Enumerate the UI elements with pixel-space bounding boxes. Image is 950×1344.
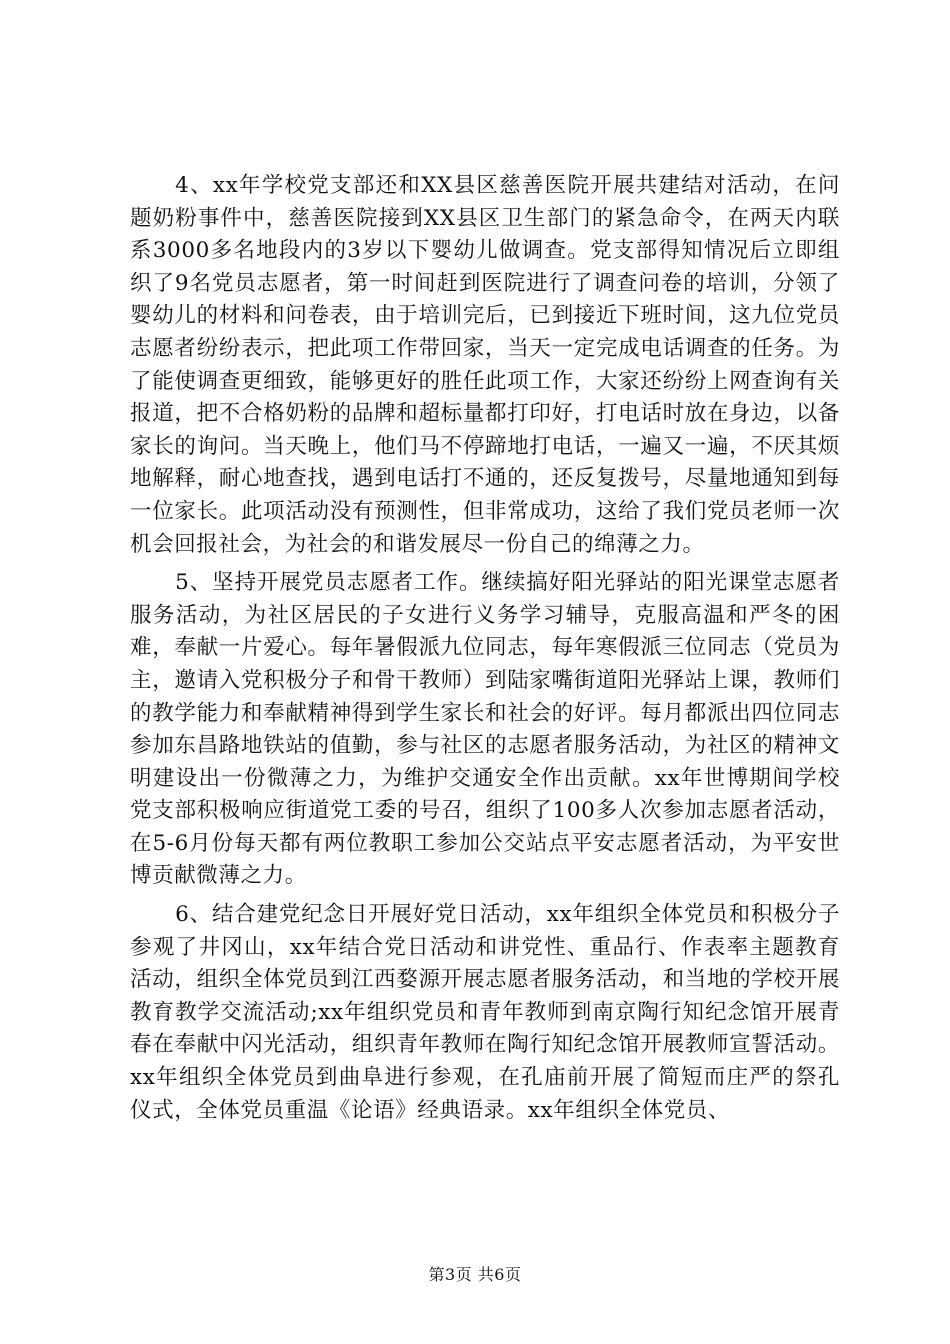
- page-footer: 第3页 共6页: [428, 1265, 522, 1284]
- paragraph-4: 4、xx年学校党支部还和XX县区慈善医院开展共建结对活动，在问题奶粉事件中，慈善医院接到XX县区卫生部门的紧急命令，在两天内联系3000多名地段内的3岁以下婴幼儿做调查。党支部得知情况后立即组织了9名党员志愿者，第一时间赶到医院进行了调查问卷的培训，分领了婴幼儿的材料和问卷表，由于培训完后，已到接近下班时间，这九位党员志愿者纷纷表示，把此项工作带回家，当天一定完成电话调查的任务。为了能使调查更细致，能够更好的胜任此项工作，大家还纷纷上网查询有关报道，把不合格奶粉的品牌和超标量都打印好，打电话时放在身边，以备家长的询问。当天晚上，他们马不停蹄地打电话，一遍又一遍，不厌其烦地解释，耐心地查找，遇到电话打不通的，还反复拨号，尽量地通知到每一位家长。此项活动没有预测性，但非常成功，这给了我们党员老师一次机会回报社会，为社会的和谐发展尽一份自己的绵薄之力。: [130, 173, 840, 557]
- document-body: [130, 170, 840, 1127]
- paragraph-6: 6、结合建党纪念日开展好党日活动，xx年组织全体党员和积极分子参观了井冈山，xx年结合党日活动和讲党性、重品行、作表率主题教育活动，组织全体党员到江西婺源开展志愿者服务活动，和当地的学校开展教育教学交流活动;xx年组织党员和青年教师到南京陶行知纪念馆开展青春在奉献中闪光活动，组织青年教师在陶行知纪念馆开展教师宣誓活动。xx年组织全体党员到曲阜进行参观，在孔庙前开展了简短而庄严的祭孔仪式，全体党员重温《论语》经典语录。xx年组织全体党员、: [130, 902, 840, 1123]
- paragraph-5: 5、坚持开展党员志愿者工作。继续搞好阳光驿站的阳光课堂志愿者服务活动，为社区居民的子女进行义务学习辅导，克服高温和严冬的困难，奉献一片爱心。每年暑假派九位同志，每年寒假派三位同志（党员为主，邀请入党积极分子和骨干教师）到陆家嘴街道阳光驿站上课，教师们的教学能力和奉献精神得到学生家长和社会的好评。每月都派出四位同志参加东昌路地铁站的值勤，参与社区的志愿者服务活动，为社区的精神文明建设出一份微薄之力，为维护交通安全作出贡献。xx年世博期间学校党支部积极响应街道党工委的号召，组织了100多人次参加志愿者活动，在5-6月份每天都有两位教职工参加公交站点平安志愿者活动，为平安世博贡献微薄之力。: [130, 570, 840, 889]
